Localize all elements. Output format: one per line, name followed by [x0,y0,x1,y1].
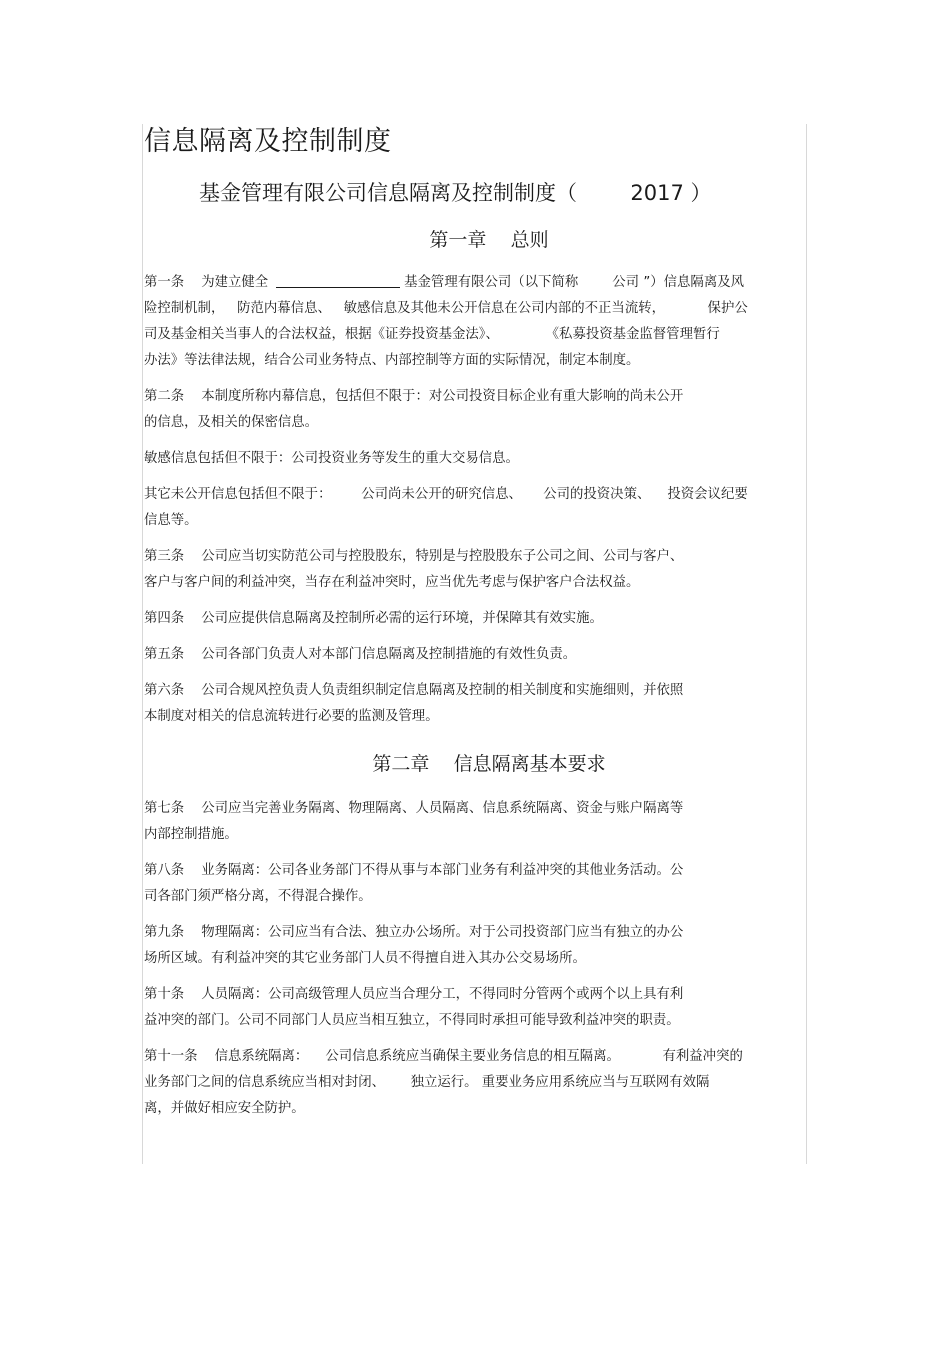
article-1-body: 基金管理有限公司（以下简称 公司 ”）信息隔离及风 险控制机制， 防范内幕信息、 敏感信息及其他未公开信息在公司内部的不正当流转， 保护公 司及基金相关当事人的合法权益，根据《证券投资基金法》、 《私募投资基金监督管理暂行 办法》等法律法规，结合公司业务特点、内部控制等方面的实际情况，制定本制度。 [144,275,748,368]
article-1 [144,270,804,374]
page-left-border [142,124,143,1164]
other-info-definition: 其它未公开信息包括但不限于： 公司尚未公开的研究信息、 公司的投资决策、 投资会议纪要 信息等。 [144,487,748,528]
article-2: 第二条 本制度所称内幕信息，包括但不限于：对公司投资目标企业有重大影响的尚未公开 的信息，及相关的保密信息。 [144,389,684,430]
document-title: 信息隔离及控制制度 [144,126,392,157]
article-8: 第八条 业务隔离：公司各业务部门不得从事与本部门业务有利益冲突的其他业务活动。公 司各部门须严格分离，不得混合操作。 [144,863,684,904]
article-5: 第五条 公司各部门负责人对本部门信息隔离及控制措施的有效性负责。 [144,647,577,662]
article-6: 第六条 公司合规风控负责人负责组织制定信息隔离及控制的相关制度和实施细则，并依照 本制度对相关的信息流转进行必要的监测及管理。 [144,683,684,724]
chapter-2-heading: 第二章 信息隔离基本要求 [372,753,606,775]
chapter-1-heading: 第一章 总则 [429,229,549,251]
article-10: 第十条 人员隔离：公司高级管理人员应当合理分工，不得同时分管两个或两个以上具有利 益冲突的部门。公司不同部门人员应当相互独立，不得同时承担可能导致利益冲突的职责。 [144,987,684,1028]
sensitive-info-definition: 敏感信息包括但不限于：公司投资业务等发生的重大交易信息。 [144,451,519,466]
company-name-blank [276,273,400,288]
document-subtitle: 基金管理有限公司信息隔离及控制制度（ 2017 ） [199,181,712,205]
article-11: 第十一条 信息系统隔离： 公司信息系统应当确保主要业务信息的相互隔离。 有利益冲突的 业务部门之间的信息系统应当相对封闭、 独立运行。 重要业务应用系统应当与互联网有效隔 离，并做好相应安全防护。 [144,1049,743,1116]
page-right-border [806,124,807,1164]
article-7: 第七条 公司应当完善业务隔离、物理隔离、人员隔离、信息系统隔离、资金与账户隔离等 内部控制措施。 [144,801,684,842]
article-9: 第九条 物理隔离：公司应当有合法、独立办公场所。对于公司投资部门应当有独立的办公 场所区域。有利益冲突的其它业务部门人员不得擅自进入其办公交易场所。 [144,925,684,966]
document-body [144,122,804,1132]
article-3: 第三条 公司应当切实防范公司与控股股东，特别是与控股股东子公司之间、公司与客户、 客户与客户间的利益冲突，当存在利益冲突时，应当优先考虑与保护客户合法权益。 [144,549,684,590]
article-4: 第四条 公司应提供信息隔离及控制所必需的运行环境，并保障其有效实施。 [144,611,603,626]
article-1-lead: 第一条 为建立健全 [144,275,269,290]
